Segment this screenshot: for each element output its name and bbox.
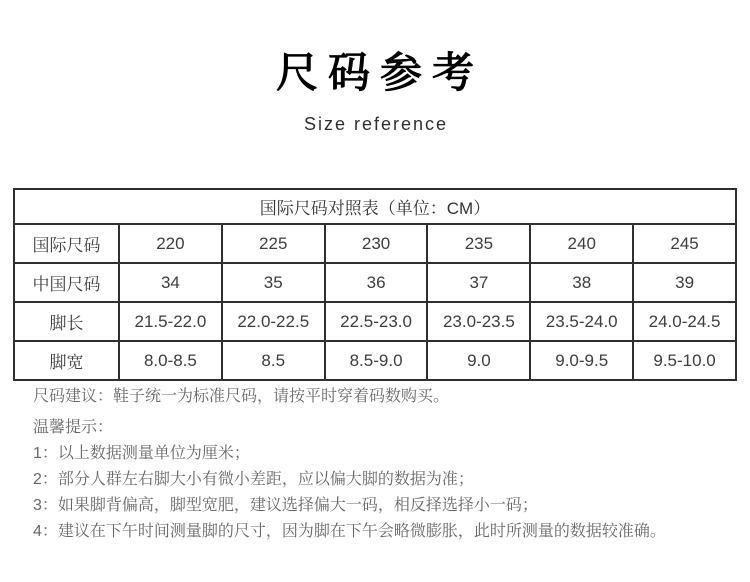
row-label: 国际尺码 <box>14 224 119 263</box>
table-row-foot-width <box>14 341 736 380</box>
table-cell: 36 <box>325 263 428 302</box>
table-cell: 35 <box>222 263 325 302</box>
table-cell: 23.5-24.0 <box>530 302 633 341</box>
table-cell: 235 <box>427 224 530 263</box>
page-subtitle: Size reference <box>303 114 449 134</box>
table-row-foot-length <box>14 302 736 341</box>
table-cell: 38 <box>530 263 633 302</box>
row-label: 脚宽 <box>14 341 119 380</box>
tip-3: 3：如果脚背偏高，脚型宽肥，建议选择偏大一码，相反择选择小一码； <box>33 497 538 514</box>
table-cell: 21.5-22.0 <box>119 302 222 341</box>
table-caption-row <box>14 189 736 224</box>
row-label: 中国尺码 <box>14 263 119 302</box>
table-cell: 22.5-23.0 <box>325 302 428 341</box>
tips-title: 温馨提示： <box>33 419 114 436</box>
table-cell: 245 <box>633 224 736 263</box>
size-reference-table <box>13 188 737 381</box>
table-cell: 225 <box>222 224 325 263</box>
tip-1: 1：以上数据测量单位为厘米； <box>33 445 250 462</box>
page-title: 尺码参考 <box>275 49 484 96</box>
table-cell: 39 <box>633 263 736 302</box>
table-cell: 8.5-9.0 <box>325 341 428 380</box>
table-cell: 9.0 <box>427 341 530 380</box>
table-row-china-size <box>14 263 736 302</box>
table-cell: 230 <box>325 224 428 263</box>
table-cell: 220 <box>119 224 222 263</box>
table-row-international-size <box>14 224 736 263</box>
table-cell: 34 <box>119 263 222 302</box>
table-cell: 8.0-8.5 <box>119 341 222 380</box>
notes-section <box>33 384 733 545</box>
row-label: 脚长 <box>14 302 119 341</box>
table-cell: 23.0-23.5 <box>427 302 530 341</box>
table-cell: 9.5-10.0 <box>633 341 736 380</box>
size-suggestion-text: 尺码建议：鞋子统一为标准尺码，请按平时穿着码数购买。 <box>33 388 450 405</box>
tip-4: 4：建议在下午时间测量脚的尺寸，因为脚在下午会略微膨胀，此时所测量的数据较准确。 <box>33 523 666 540</box>
table-cell: 24.0-24.5 <box>633 302 736 341</box>
table-cell: 37 <box>427 263 530 302</box>
table-cell: 9.0-9.5 <box>530 341 633 380</box>
table-cell: 240 <box>530 224 633 263</box>
tip-2: 2：部分人群左右脚大小有微小差距，应以偏大脚的数据为准； <box>33 471 474 488</box>
table-cell: 8.5 <box>222 341 325 380</box>
table-caption: 国际尺码对照表（单位：CM） <box>14 189 736 224</box>
table-cell: 22.0-22.5 <box>222 302 325 341</box>
